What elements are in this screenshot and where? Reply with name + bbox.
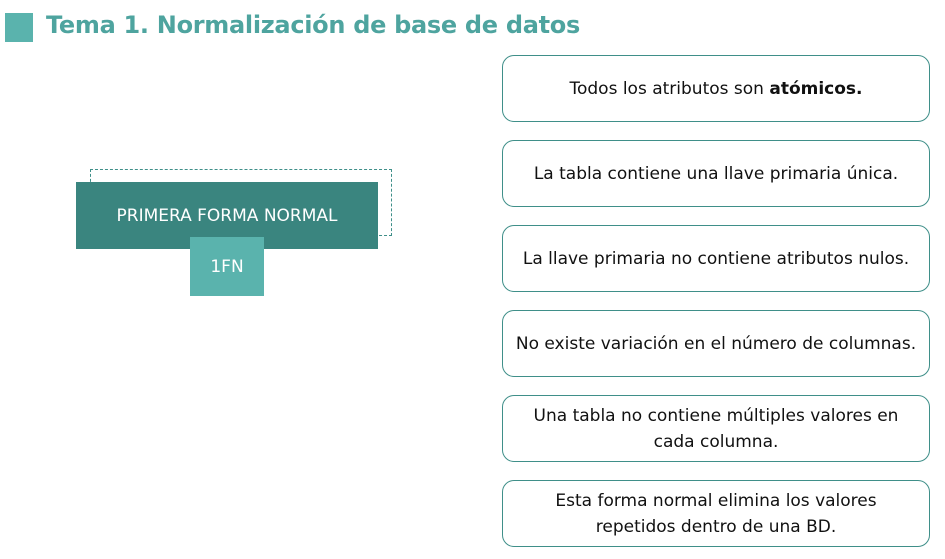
abbreviation-box (190, 237, 264, 296)
rule-text-1-bold: atómicos. (769, 78, 863, 99)
rule-card-6 (502, 480, 930, 547)
rule-text-4: No existe variación en el número de columnas. (515, 333, 917, 354)
rule-text-3: La llave primaria no contiene atributos nulos. (522, 248, 910, 269)
rule-card-1 (502, 55, 930, 122)
rule-text-6: Esta forma normal elimina los valores repetidos dentro de una BD. (555, 490, 877, 537)
rule-card-4 (502, 310, 930, 377)
first-normal-form-label: PRIMERA FORMA NORMAL (116, 205, 338, 226)
rule-text-5: Una tabla no contiene múltiples valores en cada columna. (533, 405, 899, 452)
rule-card-5 (502, 395, 930, 462)
page-title: Tema 1. Normalización de base de datos (46, 11, 580, 39)
rule-text-2: La tabla contiene una llave primaria única. (533, 163, 899, 184)
rule-card-2 (502, 140, 930, 207)
abbreviation-label: 1FN (210, 256, 244, 277)
rule-text-1 (569, 76, 862, 102)
rule-text-1-plain: Todos los atributos son (569, 78, 770, 99)
rule-card-3 (502, 225, 930, 292)
title-marker (5, 13, 33, 42)
